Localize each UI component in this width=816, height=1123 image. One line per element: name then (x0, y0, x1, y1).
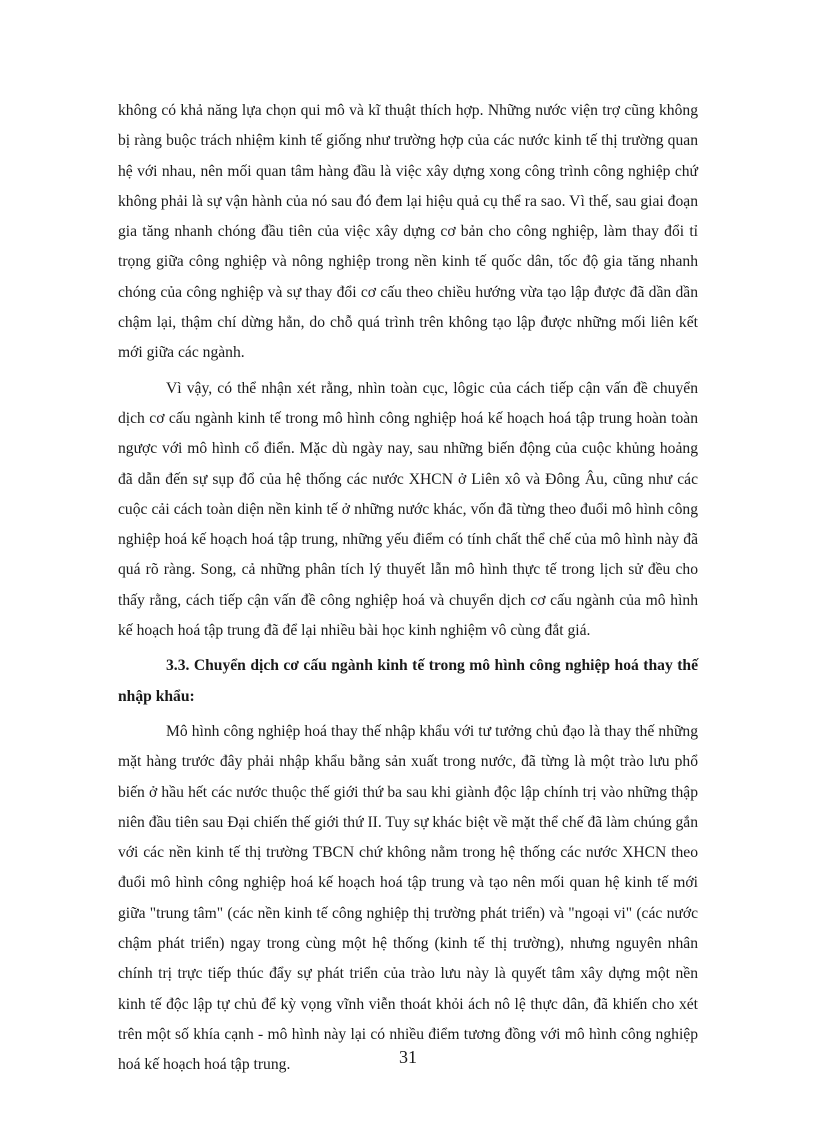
paragraph-import-substitution: Mô hình công nghiệp hoá thay thế nhập khẩu với tư tưởng chủ đạo là thay thế những mặt hàng trước đây phải nhập khẩu bằng sản xuất trong nước, đã từng là một trào lưu phổ biến ở hầu hết các nước thuộc thế giới thứ ba sau khi giành độc lập chính trị vào những thập niên đầu tiên sau Đại chiến thế giới thứ II. Tuy sự khác biệt về mặt thể chế đã làm chúng gắn với các nền kinh tế thị trường TBCN chứ không nằm trong hệ thống các nước XHCN theo đuổi mô hình công nghiệp hoá kế hoạch hoá tập trung và tạo nên mối quan hệ kinh tế mới giữa "trung tâm" (các nền kinh tế công nghiệp thị trường phát triển) và "ngoại vi" (các nước chậm phát triển) ngay trong cùng một hệ thống (kinh tế thị trường), nhưng nguyên nhân chính trị trực tiếp thúc đẩy sự phát triển của trào lưu này là quyết tâm xây dựng một nền kinh tế độc lập tự chủ để kỳ vọng vĩnh viễn thoát khỏi ách nô lệ thực dân, đã khiến cho xét trên một số khía cạnh - mô hình này lại có nhiều điểm tương đồng với mô hình công nghiệp hoá kế hoạch hoá tập trung. (118, 722, 698, 1074)
section-heading: 3.3. Chuyển dịch cơ cấu ngành kinh tế trong mô hình công nghiệp hoá thay thế nhập khẩu: (118, 657, 698, 705)
paragraph-conclusion: Vì vậy, có thể nhận xét rằng, nhìn toàn cục, lôgic của cách tiếp cận vấn đề chuyển dịch cơ cấu ngành kinh tế trong mô hình công nghiệp hoá kế hoạch hoá tập trung hoàn toàn ngược với mô hình cổ điển. Mặc dù ngày nay, sau những biến động của cuộc khủng hoảng đã dẫn đến sự sụp đổ của hệ thống các nước XHCN ở Liên xô và Đông Âu, cũng như các cuộc cải cách toàn diện nền kinh tế ở những nước khác, vốn đã từng theo đuổi mô hình công nghiệp hoá kế hoạch hoá tập trung, những yếu điểm có tính chất thể chế của mô hình này đã quá rõ ràng. Song, cả những phân tích lý thuyết lẫn mô hình thực tế trong lịch sử đều cho thấy rằng, cách tiếp cận vấn đề công nghiệp hoá và chuyển dịch cơ cấu ngành của mô hình kế hoạch hoá tập trung đã để lại nhiều bài học kinh nghiệm vô cùng đắt giá. (118, 379, 698, 640)
paragraph-continued: không có khả năng lựa chọn qui mô và kĩ thuật thích hợp. Những nước viện trợ cũng không bị ràng buộc trách nhiệm kinh tế giống như trường hợp của các nước kinh tế thị trường quan hệ với nhau, nên mối quan tâm hàng đầu là việc xây dựng xong công trình công nghiệp chứ không phải là sự vận hành của nó sau đó đem lại hiệu quả cụ thể ra sao. Vì thế, sau giai đoạn gia tăng nhanh chóng đầu tiên của việc xây dựng cơ bản cho công nghiệp, làm thay đổi tỉ trọng giữa công nghiệp và nông nghiệp trong nền kinh tế quốc dân, tốc độ gia tăng nhanh chóng của công nghiệp và sự thay đổi cơ cấu theo chiều hướng vừa tạo lập được đã dần dần chậm lại, thậm chí dừng hẳn, do chỗ quá trình trên không tạo lập được những mối liên kết mới giữa các ngành. (118, 102, 698, 362)
document-page (118, 96, 698, 1086)
page-number: 31 (399, 1047, 417, 1067)
